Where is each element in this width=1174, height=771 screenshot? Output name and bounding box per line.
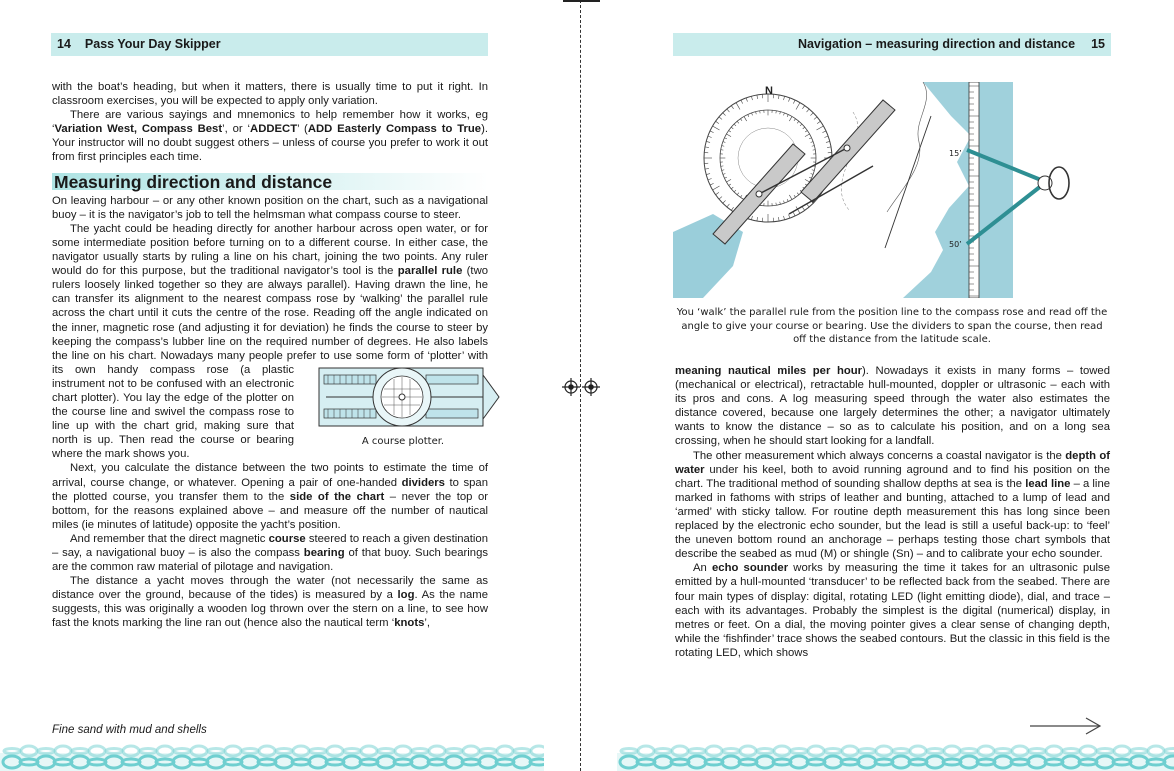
course-plotter-illustration bbox=[318, 365, 500, 431]
left-body-text bbox=[52, 80, 488, 631]
latitude-label-50: 50’ bbox=[949, 240, 962, 249]
paragraph: Next, you calculate the distance between the two points to estimate the time of arrival, course change, or whatever. Opening a pair of one-handed dividers to span the plotted course, you transfer them to the side of the chart – never the top or bottom, for the reasons explained above – and measure off the number of nautical miles (ie minutes of latitude) opposite the yacht’s position. bbox=[52, 462, 488, 531]
decorative-chain-border bbox=[0, 737, 544, 771]
paragraph: The other measurement which always concerns a coastal navigator is the depth of water under his keel, both to avoid running aground and to find his position on the chart. The traditional method of sounding shallow depths at sea is the lead line – a line marked in fathoms with strips of leather and bunting, attached to a lump of lead and ‘armed’ with sticky tallow. For routine depth measurement this has long since been replaced by the electronic echo sounder, but the lead is still a useful back-up: to ‘feel’ the uneven bottom round an anchorage – perhaps testing those chart symbols that describe the seabed as mud (M) or shingle (Sn) – and to calibrate your echo sounder. bbox=[675, 449, 1111, 561]
paragraph: The distance a yacht moves through the water (not necessarily the same as distance over the ground, because of the tides) is measured by a log. As the name suggests, this was originally a wooden log thrown over the stern on a line, to see how fast the knots marking the line ran out (hence also the nautical term ‘knots’, bbox=[52, 575, 488, 630]
right-running-head bbox=[673, 33, 1111, 56]
section-heading: Measuring direction and distance bbox=[52, 173, 488, 190]
left-running-head bbox=[51, 33, 488, 56]
right-page bbox=[600, 0, 1174, 771]
left-page-number: 14 bbox=[57, 37, 71, 51]
left-page bbox=[0, 0, 560, 771]
chart-plotting-figure bbox=[673, 82, 1111, 298]
paragraph: The yacht could be heading directly for another harbour across open water, or for some intermediate position before turning on to a different course. In either case, the navigator usually starts by ruling a line on his chart, joining the two points. Any ruler would do for this purpose, but the traditional navigator’s tool is the parallel rule (two rulers loosely linked together so they are always parallel). Having drawn the line, he can transfer its alignment to the nearest compass rose by ‘walking’ the parallel rule across the chart until it cuts the centre of the rose. Reading off the angle indicated on the inner, magnetic rose (and adjusting it for deviation) he finds the course to steer by keeping the compass’s lubber line on the required number of degrees. He also labels the line on his chart. Nowadays many people prefer to use some form of ‘plotter’ A course plotter. with its own handy compass rose (a plastic instrument not to be confused with an electronic chart plotter). You lay the edge of the plotter on the course line and swivel the compass rose to line up with the chart grid, making sure that north is up. Then read the course or bearing where the mark shows you. bbox=[52, 222, 488, 462]
left-footer-caption: Fine sand with mud and shells bbox=[52, 724, 207, 736]
right-body-text bbox=[675, 364, 1110, 660]
paragraph: There are various sayings and mnemonics to help remember how it works, eg ‘Variation West, Compass Best’, or ‘ADDECT’ (ADD Easterly Compass to True). Your instructor will no doubt suggest others – unless of course you prefer to work it out from first principles each time. bbox=[52, 109, 488, 164]
paragraph: An echo sounder works by measuring the time it takes for an ultrasonic pulse emitted by a hull-mounted ‘transducer’ to be reflected back from the seabed. There are four main types of display: digital, rotating LED (light emitting diode), dial, and trace – each with its advantages. Probably the simplest is the digital (numerical) display, in metres or feet. On a dial, the moving pointer gives a clear sense of changing depth, while the ‘fishfinder’ trace shows the seabed contours. But the classic in this field is the rotating LED, which shows bbox=[675, 562, 1110, 659]
paragraph: On leaving harbour – or any other known position on the chart, such as a navigational buoy – it is the navigator’s job to tell the helmsman what compass course to steer. bbox=[52, 194, 488, 221]
right-chapter-title: Navigation – measuring direction and distance bbox=[797, 37, 1076, 51]
fold-tick bbox=[563, 0, 600, 2]
paragraph: meaning nautical miles per hour). Nowadays it exists in many forms – towed (mechanical or electrical), retractable hull-mounted, doppler or ultrasonic – each with its pros and cons. A log measuring speed through the water also estimates the distance covered, because one largely determines the other; a navigator ultimately wants to know the distance – so as to calculate his position, and on a long sea crossing, when he should start looking for a landfall. bbox=[675, 365, 1110, 448]
registration-mark-icon bbox=[562, 377, 602, 397]
paragraph: with the boat’s heading, but when it matters, there is usually time to put it right. In classroom exercises, you will be expected to apply only variation. bbox=[52, 81, 488, 108]
right-page-number: 15 bbox=[1091, 37, 1105, 51]
compass-rose-icon bbox=[704, 94, 832, 222]
figure-caption: You ‘walk’ the parallel rule from the position line to the compass rose and read off the angle to give your course or bearing. Use the dividers to span the course, then read off the distance from the latitude scale. bbox=[676, 307, 1108, 345]
decorative-chain-border bbox=[617, 737, 1174, 771]
latitude-label-15: 15’ bbox=[949, 149, 962, 158]
north-label: N bbox=[765, 85, 773, 97]
paragraph: And remember that the direct magnetic course steered to reach a given destination – say, a navigational buoy – is also the compass bearing of that buoy. Such bearings are the common raw material of pilotage and navigation. bbox=[52, 532, 488, 574]
plotter-caption: A course plotter. bbox=[361, 435, 445, 447]
next-page-arrow-icon bbox=[1028, 716, 1104, 736]
left-book-title: Pass Your Day Skipper bbox=[84, 37, 221, 51]
course-plotter-figure bbox=[300, 365, 488, 449]
